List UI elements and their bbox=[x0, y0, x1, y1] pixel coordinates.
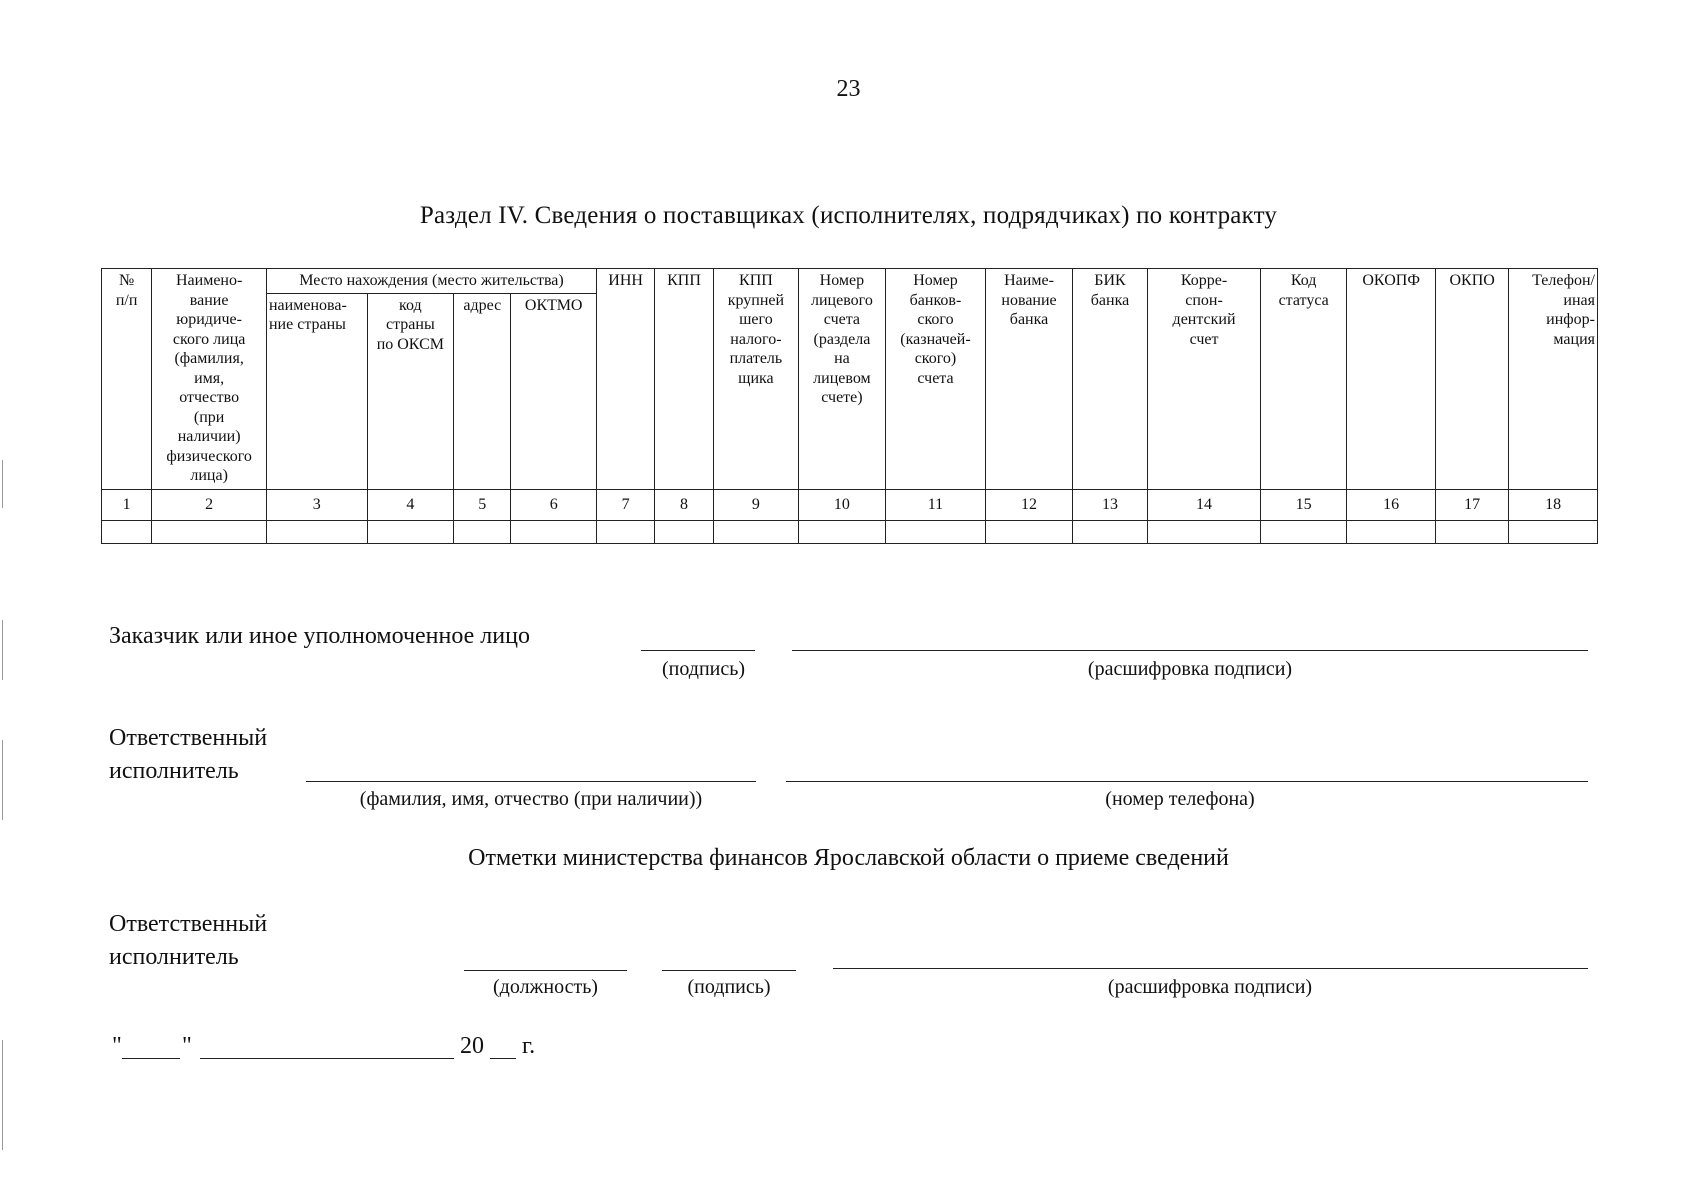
column-number: 11 bbox=[885, 489, 986, 520]
date-quote-close: " bbox=[182, 1033, 192, 1059]
table-cell[interactable] bbox=[1509, 520, 1598, 543]
table-cell[interactable] bbox=[266, 520, 367, 543]
column-number: 1 bbox=[102, 489, 152, 520]
customer-signature-line[interactable] bbox=[641, 650, 755, 651]
table-cell[interactable] bbox=[454, 520, 511, 543]
ministry-responsible-label-line2: исполнитель bbox=[109, 944, 239, 970]
scan-margin-mark bbox=[2, 460, 3, 508]
position-line[interactable] bbox=[464, 970, 627, 971]
ministry-responsible-label-line1: Ответственный bbox=[109, 911, 268, 937]
table-cell[interactable] bbox=[596, 520, 654, 543]
customer-signature-caption: (подпись) bbox=[661, 658, 746, 680]
suppliers-table bbox=[101, 268, 1598, 544]
header-address: адрес bbox=[454, 293, 511, 489]
date-month-line[interactable] bbox=[200, 1058, 454, 1059]
position-caption: (должность) bbox=[493, 976, 598, 998]
ministry-heading: Отметки министерства финансов Ярославской области о приеме сведений bbox=[468, 845, 1229, 871]
responsible-phone-line[interactable] bbox=[786, 781, 1588, 782]
table-cell[interactable] bbox=[367, 520, 454, 543]
date-year-suffix: г. bbox=[522, 1033, 536, 1059]
section-title: Раздел IV. Сведения о поставщиках (исполнителях, подрядчиках) по контракту bbox=[419, 202, 1278, 229]
header-status-code: Код статуса bbox=[1260, 269, 1347, 490]
header-inn: ИНН bbox=[596, 269, 654, 490]
header-kpp: КПП bbox=[655, 269, 713, 490]
scan-margin-mark bbox=[2, 740, 3, 820]
column-number: 17 bbox=[1435, 489, 1508, 520]
column-number: 13 bbox=[1072, 489, 1147, 520]
table-cell[interactable] bbox=[799, 520, 886, 543]
fio-caption: (фамилия, имя, отчество (при наличии)) bbox=[359, 788, 703, 810]
date-quote-open: " bbox=[112, 1033, 122, 1059]
scan-margin-mark bbox=[2, 1040, 3, 1150]
header-name: Наимено- вание юридиче- ского лица (фамилия, имя, отчество (при наличии) физического лица) bbox=[152, 269, 267, 490]
column-number: 16 bbox=[1347, 489, 1436, 520]
ministry-decoding-line[interactable] bbox=[833, 968, 1588, 969]
column-number: 8 bbox=[655, 489, 713, 520]
column-number: 4 bbox=[367, 489, 454, 520]
column-number: 2 bbox=[152, 489, 267, 520]
table-cell[interactable] bbox=[102, 520, 152, 543]
header-country-name: наименова- ние страны bbox=[266, 293, 367, 489]
table-cell[interactable] bbox=[152, 520, 267, 543]
ministry-signature-line[interactable] bbox=[662, 970, 796, 971]
column-number-row bbox=[102, 489, 1598, 520]
responsible-label-line2: исполнитель bbox=[109, 758, 239, 784]
column-number: 12 bbox=[986, 489, 1073, 520]
header-personal-account: Номер лицевого счета (раздела на лицевом счете) bbox=[799, 269, 886, 490]
header-bik: БИК банка bbox=[1072, 269, 1147, 490]
scan-margin-mark bbox=[2, 620, 3, 680]
column-number: 18 bbox=[1509, 489, 1598, 520]
column-number: 10 bbox=[799, 489, 886, 520]
header-corr-account: Корре- спон- дентский счет bbox=[1148, 269, 1261, 490]
header-okpo: ОКПО bbox=[1435, 269, 1508, 490]
header-bank-account: Номер банков- ского (казначей- ского) счета bbox=[885, 269, 986, 490]
column-number: 5 bbox=[454, 489, 511, 520]
table-cell[interactable] bbox=[986, 520, 1073, 543]
table-cell[interactable] bbox=[1435, 520, 1508, 543]
table-cell[interactable] bbox=[655, 520, 713, 543]
page-number: 23 bbox=[836, 76, 861, 102]
column-number: 3 bbox=[266, 489, 367, 520]
table-cell[interactable] bbox=[1148, 520, 1261, 543]
empty-data-row bbox=[102, 520, 1598, 543]
table-cell[interactable] bbox=[1260, 520, 1347, 543]
header-okopf: ОКОПФ bbox=[1347, 269, 1436, 490]
header-bank-name: Наиме- нование банка bbox=[986, 269, 1073, 490]
customer-decoding-line[interactable] bbox=[792, 650, 1588, 651]
column-number: 15 bbox=[1260, 489, 1347, 520]
column-number: 14 bbox=[1148, 489, 1261, 520]
phone-caption: (номер телефона) bbox=[1105, 788, 1255, 810]
header-row-1 bbox=[102, 269, 1598, 294]
date-day-line[interactable] bbox=[122, 1058, 180, 1059]
customer-decoding-caption: (расшифровка подписи) bbox=[1087, 658, 1293, 680]
header-kpp-largest: КПП крупней шего налого- платель щика bbox=[713, 269, 799, 490]
customer-label: Заказчик или иное уполномоченное лицо bbox=[109, 623, 530, 649]
header-num: № п/п bbox=[102, 269, 152, 490]
column-number: 7 bbox=[596, 489, 654, 520]
responsible-label-line1: Ответственный bbox=[109, 725, 268, 751]
header-location-group: Место нахождения (место жительства) bbox=[266, 269, 596, 294]
ministry-decoding-caption: (расшифровка подписи) bbox=[1107, 976, 1313, 998]
table-cell[interactable] bbox=[885, 520, 986, 543]
date-year-line[interactable] bbox=[490, 1058, 516, 1059]
header-country-code: код страны по ОКСМ bbox=[367, 293, 454, 489]
table-cell[interactable] bbox=[713, 520, 799, 543]
column-number: 9 bbox=[713, 489, 799, 520]
header-oktmo: ОКТМО bbox=[511, 293, 597, 489]
header-phone: Телефон/ иная инфор- мация bbox=[1509, 269, 1598, 490]
table-cell[interactable] bbox=[511, 520, 597, 543]
table-cell[interactable] bbox=[1347, 520, 1436, 543]
date-year-prefix: 20 bbox=[460, 1033, 484, 1059]
table-cell[interactable] bbox=[1072, 520, 1147, 543]
responsible-fio-line[interactable] bbox=[306, 781, 756, 782]
column-number: 6 bbox=[511, 489, 597, 520]
ministry-signature-caption: (подпись) bbox=[687, 976, 771, 998]
